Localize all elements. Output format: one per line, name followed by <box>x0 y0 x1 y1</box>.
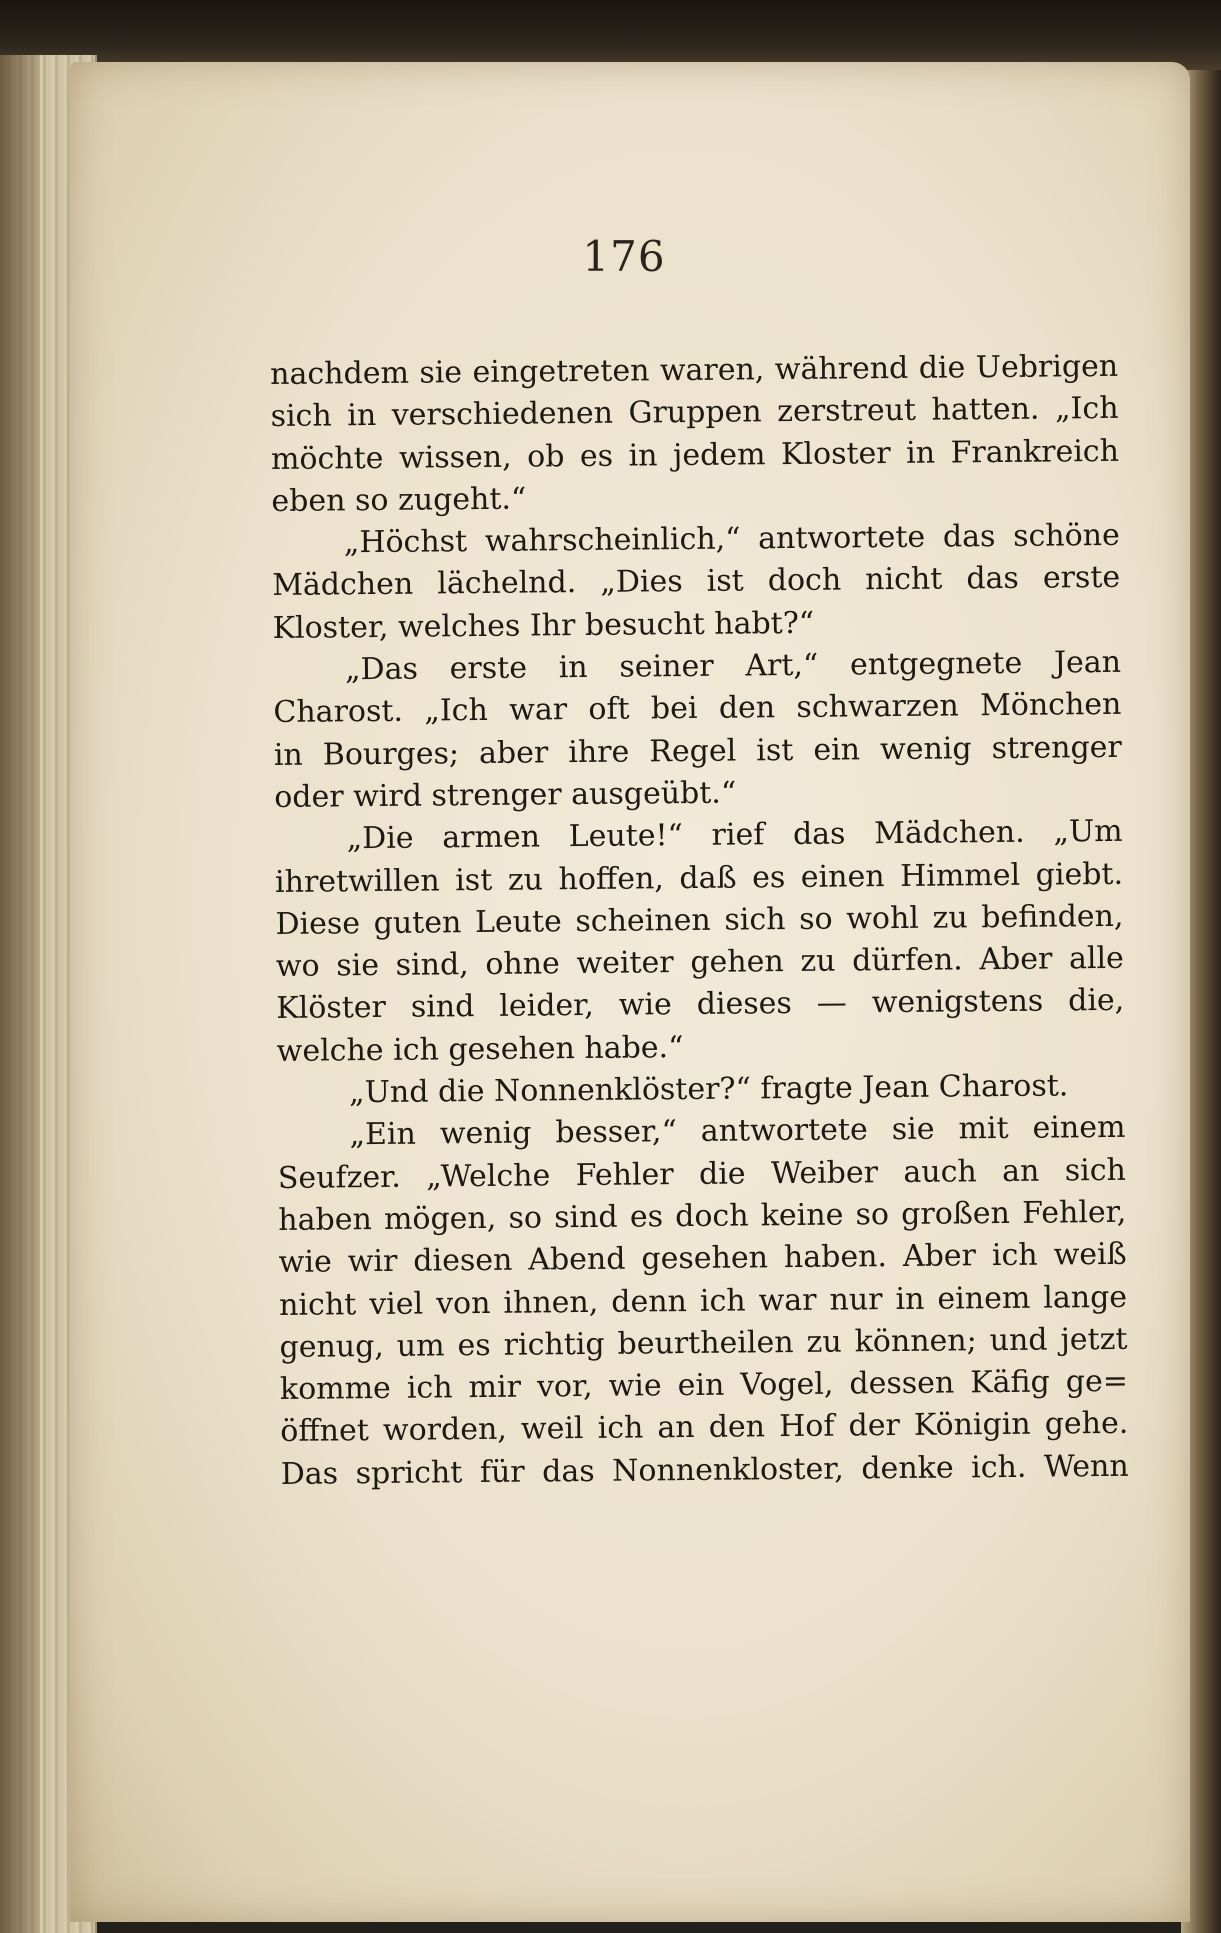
text-line: Mädchen lächelnd. „Dies ist doch nicht das erste <box>272 560 1121 604</box>
text-line: öffnet worden, weil ich an den Hof der Königin gehe. <box>280 1406 1129 1450</box>
text-line: haben mögen, so sind es doch keine so großen Fehler, <box>278 1194 1127 1238</box>
book-page <box>70 62 1190 1922</box>
text-line: Das spricht für das Nonnenkloster, denke ich. Wenn <box>280 1448 1129 1492</box>
text-line: „Das erste in seiner Art,“ entgegnete Jean <box>344 644 1122 688</box>
text-line: Charost. „Ich war oft bei den schwarzen Mönchen <box>273 687 1122 731</box>
text-line: „Ein wenig besser,“ antwortete sie mit einem <box>349 1110 1126 1153</box>
body-text <box>270 346 1129 1496</box>
text-line: Seufzer. „Welche Fehler die Weiber auch an sich <box>277 1152 1127 1196</box>
text-line: nicht viel von ihnen, denn ich war nur in einem lange <box>278 1279 1128 1323</box>
text-line: genug, um es richtig beurtheilen zu können; und jetzt <box>279 1321 1128 1365</box>
text-line: eben so zugeht.“ <box>271 481 527 519</box>
text-line: „Und die Nonnenklöster?“ fragte Jean Charost. <box>348 1068 1069 1111</box>
book-binding-edge <box>0 0 1221 70</box>
text-line: ihretwillen ist zu hoffen, daß es einen Himmel giebt. <box>274 856 1124 900</box>
text-line: Diese guten Leute scheinen sich so wohl zu befinden, <box>275 898 1124 942</box>
text-line: oder wird strenger ausgeübt.“ <box>274 775 737 815</box>
page-number: 176 <box>582 232 666 281</box>
text-line: in Bourges; aber ihre Regel ist ein wenig strenger <box>273 729 1122 773</box>
text-line: wo sie sind, ohne weiter gehen zu dürfen. Aber alle <box>275 940 1125 985</box>
text-line: „Höchst wahrscheinlich,“ antwortete das schöne <box>343 518 1120 561</box>
text-line: sich in verschiedenen Gruppen zerstreut hatten. „Ich <box>270 391 1119 435</box>
page-stack-shadow <box>0 55 40 1933</box>
text-line: Klöster sind leider, wie dieses — wenigstens die, <box>276 983 1125 1027</box>
text-line: möchte wissen, ob es in jedem Kloster in Frankreich <box>270 433 1120 477</box>
text-line: nachdem sie eingetreten waren, während die Uebrigen <box>270 348 1119 392</box>
text-line: „Die armen Leute!“ rief das Mädchen. „Um <box>346 814 1123 857</box>
text-line: Kloster, welches Ihr besucht habt?“ <box>272 605 815 646</box>
text-line: welche ich gesehen habe.“ <box>276 1029 684 1069</box>
text-line: wie wir diesen Abend gesehen haben. Aber ich weiß <box>278 1237 1127 1281</box>
text-line: komme ich mir vor, wie ein Vogel, dessen Käfig ge= <box>279 1363 1129 1408</box>
